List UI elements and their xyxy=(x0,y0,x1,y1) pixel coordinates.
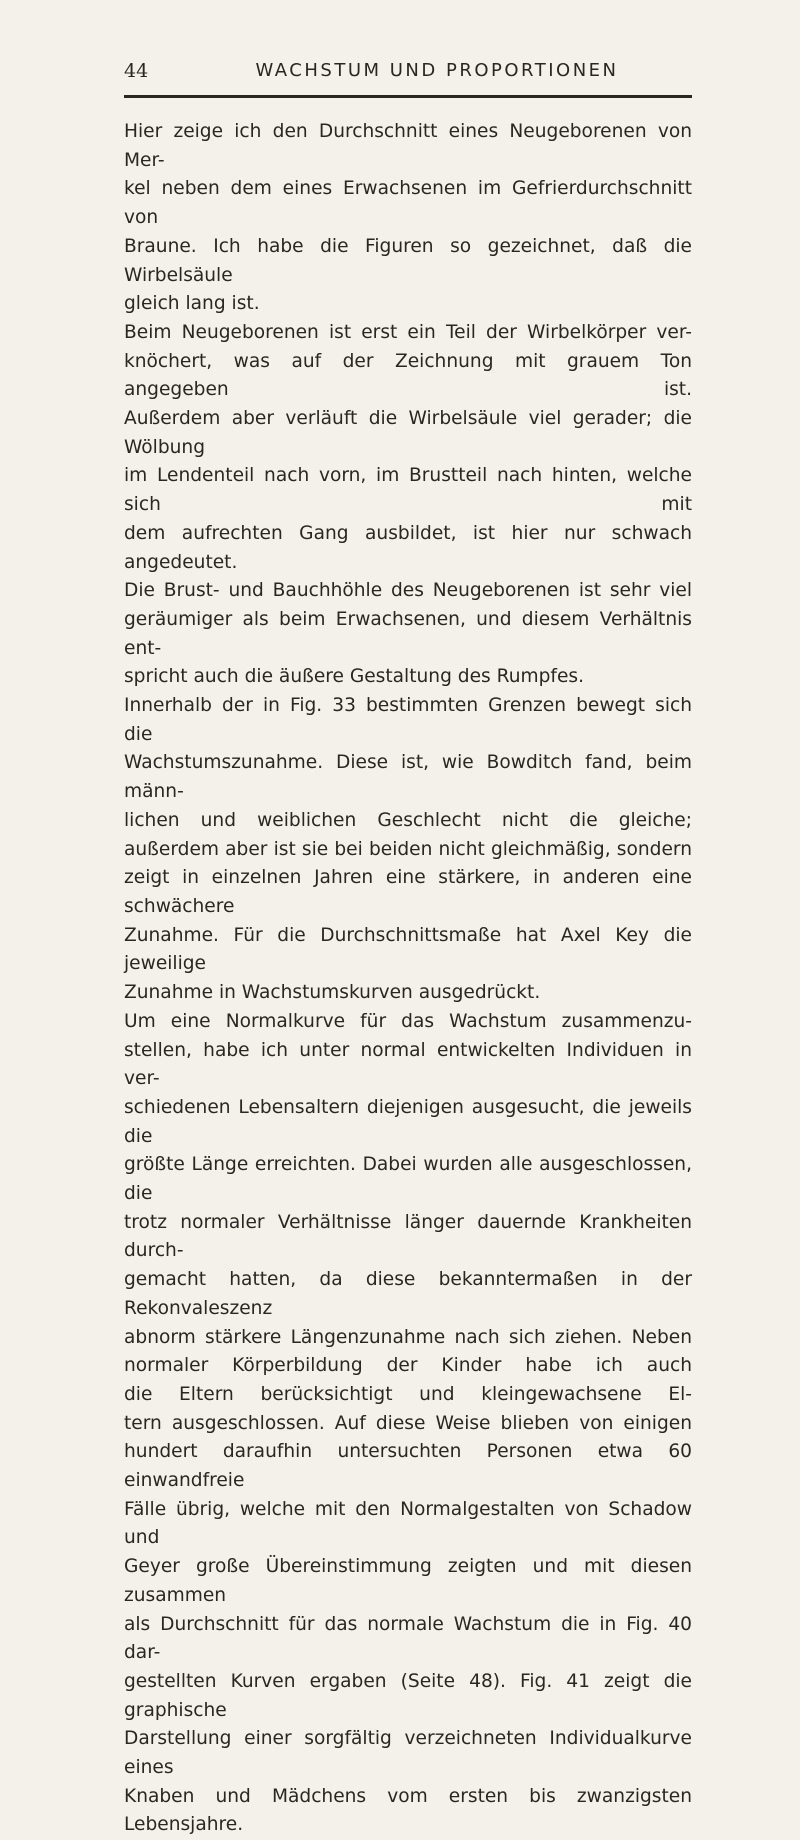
text-line: Um eine Normalkurve für das Wachstum zusammenzu- xyxy=(124,1010,692,1032)
body-text xyxy=(124,118,692,1840)
text-line: stellen, habe ich unter normal entwickelten Individuen in ver- xyxy=(124,1039,692,1090)
text-line: lichen und weiblichen Geschlecht nicht die gleiche; xyxy=(124,809,692,831)
text-line: Knaben und Mädchens vom ersten bis zwanzigsten Lebensjahre. xyxy=(124,1785,692,1836)
text-line: als Durchschnitt für das normale Wachstum die in Fig. 40 dar- xyxy=(124,1613,692,1664)
text-line: Wachstumszunahme. Diese ist, wie Bowditch fand, beim männ- xyxy=(124,752,692,803)
text-line: gleich lang ist. xyxy=(124,293,260,315)
text-line: hundert daraufhin untersuchten Personen etwa 60 einwandfreie xyxy=(124,1441,692,1492)
text-line: Innerhalb der in Fig. 33 bestimmten Grenzen bewegt sich die xyxy=(124,695,692,745)
text-line: außerdem aber ist sie bei beiden nicht gleichmäßig, sondern xyxy=(124,838,692,860)
text-line: Hier zeige ich den Durchschnitt eines Neugeborenen von Mer- xyxy=(124,121,692,171)
text-line: größte Länge erreichten. Dabei wurden alle ausgeschlossen, die xyxy=(124,1154,692,1205)
text-line: Zunahme. Für die Durchschnittsmaße hat Axel Key die jeweilige xyxy=(124,924,692,975)
text-line: schiedenen Lebensaltern diejenigen ausgesucht, die jeweils die xyxy=(124,1096,692,1147)
text-line: gemacht hatten, da diese bekanntermaßen in der Rekonvaleszenz xyxy=(124,1269,692,1319)
text-line: tern ausgeschlossen. Auf diese Weise blieben von einigen xyxy=(124,1412,692,1434)
text-line: knöchert, was auf der Zeichnung mit grauem Ton angegeben ist. xyxy=(124,350,692,401)
text-line: Fälle übrig, welche mit den Normalgestalten von Schadow und xyxy=(124,1498,692,1549)
text-line: kel neben dem eines Erwachsenen im Gefrierdurchschnitt von xyxy=(124,178,692,229)
text-line: Geyer große Übereinstimmung zeigten und mit diesen zusammen xyxy=(124,1556,692,1606)
text-line: dem aufrechten Gang ausbildet, ist hier nur schwach angedeutet. xyxy=(124,522,692,573)
text-line: Die Brust- und Bauchhöhle des Neugeborenen ist sehr viel xyxy=(124,580,692,602)
text-line: Braune. Ich habe die Figuren so gezeichnet, daß die Wirbelsäule xyxy=(124,235,692,286)
page-header xyxy=(124,60,692,94)
text-line: trotz normaler Verhältnisse länger dauernde Krankheiten durch- xyxy=(124,1211,692,1262)
running-head: WACHSTUM UND PROPORTIONEN xyxy=(255,60,619,81)
text-line: im Lendenteil nach vorn, im Brustteil nach hinten, welche sich mit xyxy=(124,465,692,516)
text-line: gestellten Kurven ergaben (Seite 48). Fig. 41 zeigt die graphische xyxy=(124,1670,692,1721)
text-line: geräumiger als beim Erwachsenen, und diesem Verhältnis ent- xyxy=(124,608,692,659)
text-line: zeigt in einzelnen Jahren eine stärkere, in anderen eine schwächere xyxy=(124,867,692,917)
text-line: Außerdem aber verläuft die Wirbelsäule viel gerader; die Wölbung xyxy=(124,408,692,458)
text-line: Zunahme in Wachstumskurven ausgedrückt. xyxy=(124,982,541,1004)
text-line: Beim Neugeborenen ist erst ein Teil der Wirbelkörper ver- xyxy=(124,321,692,343)
text-line: die Eltern berücksichtigt und kleingewachsene El- xyxy=(124,1383,692,1405)
text-line: Darstellung einer sorgfältig verzeichneten Individualkurve eines xyxy=(124,1728,692,1779)
text-line: spricht auch die äußere Gestaltung des Rumpfes. xyxy=(124,666,585,688)
page-number: 44 xyxy=(124,60,149,82)
header-rule xyxy=(124,95,692,98)
text-line: normaler Körperbildung der Kinder habe ich auch xyxy=(124,1355,692,1377)
text-line: abnorm stärkere Längenzunahme nach sich ziehen. Neben xyxy=(124,1326,692,1348)
